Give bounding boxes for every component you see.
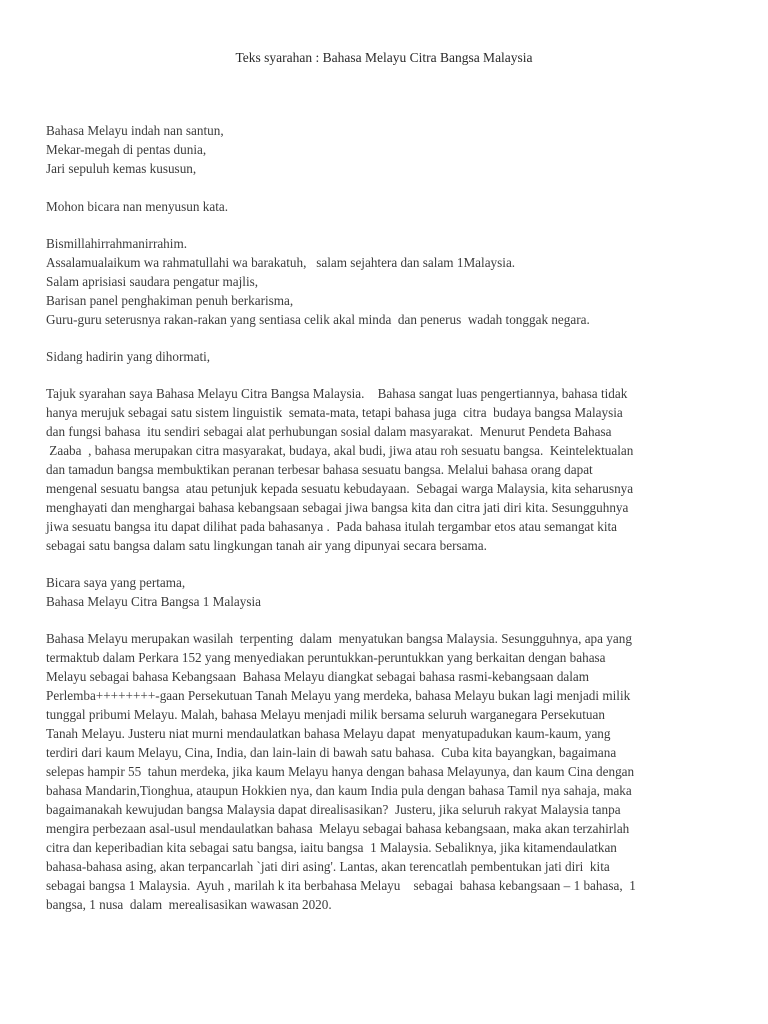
intro-paragraph-line-3: dan fungsi bahasa itu sendiri sebagai alat perhubungan sosial dalam masyarakat. Menurut Pendeta Bahasa (46, 424, 612, 439)
intro-paragraph-line-7: menghayati dan menghargai bahasa kebangsaan sebagai jiwa bangsa kita dan citra jati diri kita. Sesungguhnya (46, 500, 629, 515)
section-heading-line-1: Bicara saya yang pertama, (46, 575, 186, 590)
body-paragraph-line-5: tunggal pribumi Melayu. Malah, bahasa Melayu menjadi milik bersama seluruh warganegara Persekutuan (46, 707, 605, 722)
greeting-line-2: Assalamualaikum wa rahmatullahi wa barakatuh, salam sejahtera dan salam 1Malaysia. (46, 255, 516, 270)
body-paragraph-line-14: sebagai bangsa 1 Malaysia. Ayuh , marilah k ita berbahasa Melayu sebagai bahasa kebangsaan – 1 bahasa, 1 (46, 878, 636, 893)
body-paragraph-line-10: bagaimanakah kewujudan bangsa Malaysia dapat direalisasikan? Justeru, jika seluruh rakyat Malaysia tanpa (46, 802, 621, 817)
body-paragraph-line-1: Bahasa Melayu merupakan wasilah terpenting dalam menyatukan bangsa Malaysia. Sesungguhnya, apa yang (46, 631, 632, 646)
body-paragraph-line-13: bahasa-bahasa asing, akan terpancarlah `jati diri asing'. Lantas, akan terencatlah pembentukan jati diri kita (46, 859, 610, 874)
intro-paragraph-line-4: Zaaba , bahasa merupakan citra masyarakat, budaya, akal budi, jiwa atau roh sesuatu bangsa. Keintelektualan (46, 443, 634, 458)
body-paragraph-line-9: bahasa Mandarin,Tionghua, ataupun Hokkien nya, dan kaum India pula dengan bahasa Tamil nya sahaja, maka (46, 783, 632, 798)
intro-paragraph-line-8: jiwa sesuatu bangsa itu dapat dilihat pada bahasanya . Pada bahasa itulah tergambar etos atau semangat kita (46, 519, 618, 534)
poem-line-3: Jari sepuluh kemas kususun, (46, 161, 197, 176)
intro-paragraph-line-9: sebagai satu bangsa dalam satu lingkungan tanah air yang dipunyai secara bersama. (46, 538, 487, 553)
document-title: Teks syarahan : Bahasa Melayu Citra Bangsa Malaysia (235, 50, 533, 65)
intro-paragraph-line-2: hanya merujuk sebagai satu sistem linguistik semata-mata, tetapi bahasa juga citra budaya bangsa Malaysia (46, 405, 623, 420)
intro-paragraph-line-5: dan tamadun bangsa membuktikan peranan terbesar bahasa sesuatu bangsa. Melalui bahasa orang dapat (46, 462, 593, 477)
body-paragraph-line-7: terdiri dari kaum Melayu, Cina, India, dan lain-lain di bawah satu bahasa. Cuba kita bayangkan, bagaimana (46, 745, 617, 760)
section-heading-line-2: Bahasa Melayu Citra Bangsa 1 Malaysia (46, 594, 261, 609)
audience-line: Sidang hadirin yang dihormati, (46, 349, 211, 364)
greeting-line-1: Bismillahirrahmanirrahim. (46, 236, 187, 251)
body-paragraph-line-8: selepas hampir 55 tahun merdeka, jika kaum Melayu hanya dengan bahasa Melayunya, dan kaum Cina dengan (46, 764, 635, 779)
body-paragraph-line-4: Perlemba++++++++-gaan Persekutuan Tanah Melayu yang merdeka, bahasa Melayu bukan lagi menjadi milik (46, 688, 631, 703)
intro-paragraph-line-6: mengenal sesuatu bangsa atau petunjuk kepada sesuatu kebudayaan. Sebagai warga Malaysia, kita seharusnya (46, 481, 634, 496)
greeting-line-5: Guru-guru seterusnya rakan-rakan yang sentiasa celik akal minda dan penerus wadah tonggak negara. (46, 312, 590, 327)
greeting-line-4: Barisan panel penghakiman penuh berkarisma, (46, 293, 294, 308)
poem-line-4: Mohon bicara nan menyusun kata. (46, 199, 229, 214)
body-paragraph-line-12: citra dan keperibadian kita sebagai satu bangsa, iaitu bangsa 1 Malaysia. Sebaliknya, jika kitamendaulatkan (46, 840, 617, 855)
intro-paragraph-line-1: Tajuk syarahan saya Bahasa Melayu Citra Bangsa Malaysia. Bahasa sangat luas pengertiannya, bahasa tidak (46, 386, 628, 401)
poem-line-2: Mekar-megah di pentas dunia, (46, 142, 207, 157)
body-paragraph-line-2: termaktub dalam Perkara 152 yang menyediakan peruntukkan-peruntukkan yang berkaitan dengan bahasa (46, 650, 606, 665)
greeting-line-3: Salam aprisiasi saudara pengatur majlis, (46, 274, 259, 289)
body-paragraph-line-15: bangsa, 1 nusa dalam merealisasikan wawasan 2020. (46, 897, 332, 912)
body-paragraph-line-6: Tanah Melayu. Justeru niat murni mendaulatkan bahasa Melayu dapat menyatupadukan kaum-kaum, yang (46, 726, 611, 741)
body-paragraph-line-3: Melayu sebagai bahasa Kebangsaan Bahasa Melayu diangkat sebagai bahasa rasmi-kebangsaan dalam (46, 669, 590, 684)
poem-line-1: Bahasa Melayu indah nan santun, (46, 123, 224, 138)
body-paragraph-line-11: mengira perbezaan asal-usul mendaulatkan bahasa Melayu sebagai bahasa kebangsaan, maka akan terzahirlah (46, 821, 630, 836)
